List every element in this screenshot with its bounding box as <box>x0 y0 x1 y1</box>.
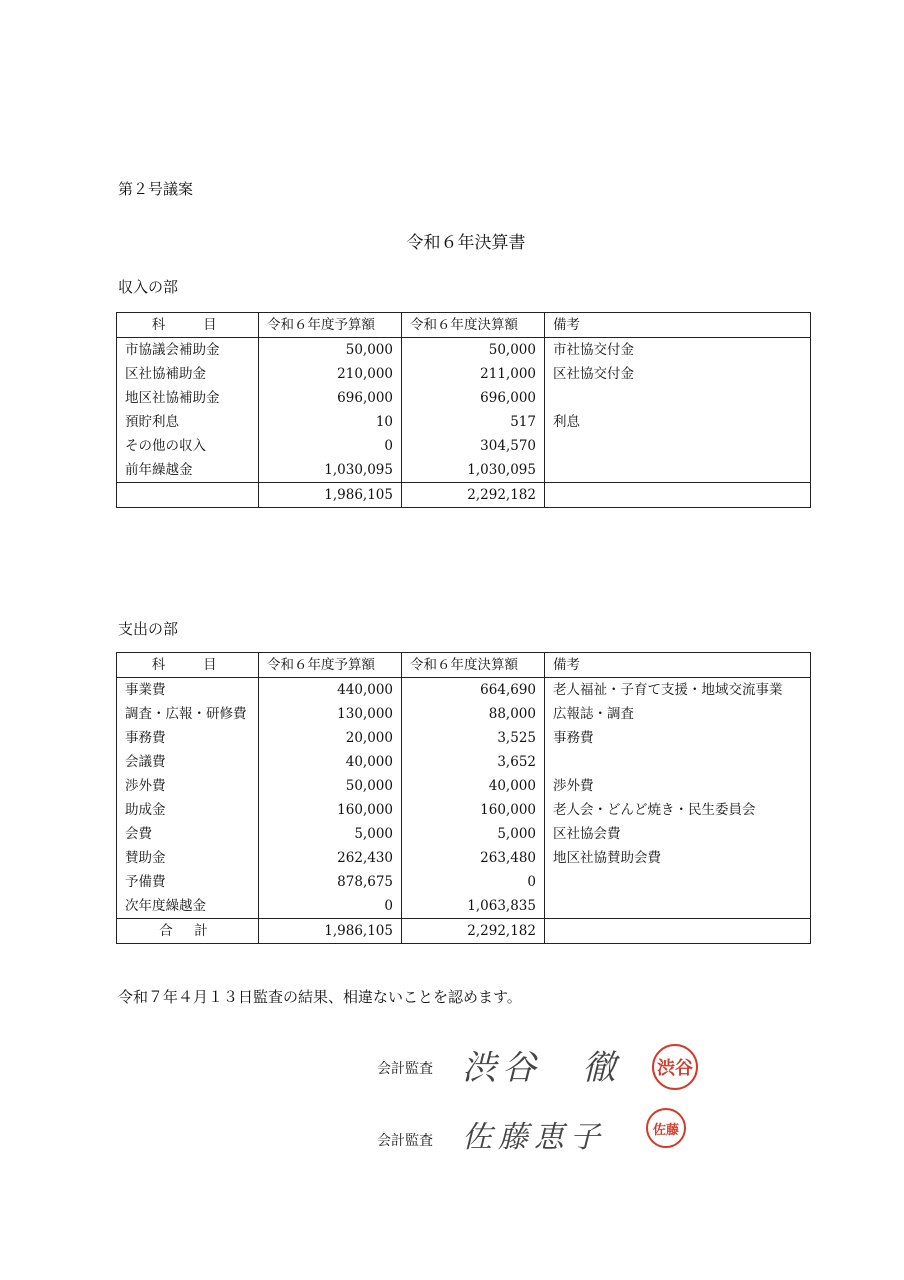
cell-note <box>545 386 811 410</box>
cell-item: 会議費 <box>117 750 259 774</box>
table-row <box>117 774 811 798</box>
cell-item: 賛助金 <box>117 846 259 870</box>
cell-actual: 3,525 <box>402 726 545 750</box>
cell-item: 渉外費 <box>117 774 259 798</box>
cell-item: 区社協補助金 <box>117 362 259 386</box>
cell-item: 助成金 <box>117 798 259 822</box>
cell-item: 調査・広報・研修費 <box>117 702 259 726</box>
total-budget: 1,986,105 <box>259 919 402 944</box>
col-header-item: 科 目 <box>117 313 259 338</box>
cell-note: 利息 <box>545 410 811 434</box>
auditor-2-signature: 佐藤恵子 <box>462 1120 606 1155</box>
cell-budget: 160,000 <box>259 798 402 822</box>
cell-item: 預貯利息 <box>117 410 259 434</box>
cell-item: 事務費 <box>117 726 259 750</box>
cell-budget: 440,000 <box>259 678 402 703</box>
income-rows <box>117 338 811 508</box>
cell-budget: 40,000 <box>259 750 402 774</box>
income-heading: 収入の部 <box>118 278 179 296</box>
table-row <box>117 846 811 870</box>
table-row <box>117 798 811 822</box>
table-row <box>117 726 811 750</box>
cell-actual: 88,000 <box>402 702 545 726</box>
col-header-note: 備考 <box>545 653 811 678</box>
auditor-1-seal <box>652 1044 698 1090</box>
cell-note: 渉外費 <box>545 774 811 798</box>
cell-actual: 0 <box>402 870 545 894</box>
cell-item: 事業費 <box>117 678 259 703</box>
table-row <box>117 386 811 410</box>
col-header-budget: 令和６年度予算額 <box>259 313 402 338</box>
expense-table <box>116 652 811 944</box>
col-header-budget: 令和６年度予算額 <box>259 653 402 678</box>
table-row <box>117 458 811 483</box>
cell-budget: 210,000 <box>259 362 402 386</box>
cell-budget: 0 <box>259 434 402 458</box>
cell-actual: 263,480 <box>402 846 545 870</box>
total-item: 合計 <box>117 919 259 944</box>
table-row <box>117 338 811 363</box>
cell-actual: 517 <box>402 410 545 434</box>
cell-budget: 0 <box>259 894 402 919</box>
cell-actual: 696,000 <box>402 386 545 410</box>
cell-item: 市協議会補助金 <box>117 338 259 363</box>
cell-budget: 696,000 <box>259 386 402 410</box>
cell-actual: 40,000 <box>402 774 545 798</box>
cell-budget: 130,000 <box>259 702 402 726</box>
seal-text: 渋谷 <box>657 1058 693 1079</box>
expense-rows <box>117 678 811 944</box>
cell-budget: 50,000 <box>259 774 402 798</box>
cell-note: 事務費 <box>545 726 811 750</box>
cell-note <box>545 870 811 894</box>
cell-item: 前年繰越金 <box>117 458 259 483</box>
cell-note: 広報誌・調査 <box>545 702 811 726</box>
table-row <box>117 822 811 846</box>
cell-note: 地区社協賛助会費 <box>545 846 811 870</box>
cell-actual: 1,063,835 <box>402 894 545 919</box>
table-row <box>117 434 811 458</box>
cell-actual: 50,000 <box>402 338 545 363</box>
cell-actual: 304,570 <box>402 434 545 458</box>
cell-note <box>545 894 811 919</box>
expense-heading: 支出の部 <box>118 620 179 638</box>
table-row <box>117 870 811 894</box>
cell-note <box>545 434 811 458</box>
total-budget: 1,986,105 <box>259 483 402 508</box>
cell-budget: 5,000 <box>259 822 402 846</box>
cell-budget: 262,430 <box>259 846 402 870</box>
table-row <box>117 750 811 774</box>
motion-number: 第２号議案 <box>118 180 194 198</box>
cell-item: その他の収入 <box>117 434 259 458</box>
auditor-2-seal <box>646 1108 686 1148</box>
cell-note: 区社協交付金 <box>545 362 811 386</box>
cell-actual: 1,030,095 <box>402 458 545 483</box>
audit-statement: 令和７年４月１３日監査の結果、相違ないことを認めます。 <box>118 988 522 1006</box>
cell-actual: 3,652 <box>402 750 545 774</box>
cell-note: 区社協会費 <box>545 822 811 846</box>
total-note <box>545 483 811 508</box>
cell-item: 予備費 <box>117 870 259 894</box>
cell-budget: 878,675 <box>259 870 402 894</box>
auditor-1-signature: 渋谷 徹 <box>462 1048 622 1088</box>
table-row <box>117 702 811 726</box>
col-header-actual: 令和６年度決算額 <box>402 313 545 338</box>
total-item <box>117 483 259 508</box>
table-row <box>117 894 811 919</box>
cell-note: 老人福祉・子育て支援・地域交流事業 <box>545 678 811 703</box>
cell-actual: 160,000 <box>402 798 545 822</box>
cell-budget: 20,000 <box>259 726 402 750</box>
total-actual: 2,292,182 <box>402 919 545 944</box>
col-header-item: 科 目 <box>117 653 259 678</box>
total-note <box>545 919 811 944</box>
page-title: 令和６年決算書 <box>406 233 526 253</box>
cell-budget: 1,030,095 <box>259 458 402 483</box>
cell-item: 会費 <box>117 822 259 846</box>
cell-actual: 664,690 <box>402 678 545 703</box>
cell-actual: 211,000 <box>402 362 545 386</box>
cell-item: 地区社協補助金 <box>117 386 259 410</box>
table-row <box>117 410 811 434</box>
table-row <box>117 678 811 703</box>
total-row <box>117 919 811 944</box>
cell-budget: 10 <box>259 410 402 434</box>
total-actual: 2,292,182 <box>402 483 545 508</box>
income-table <box>116 312 811 508</box>
col-header-note: 備考 <box>545 313 811 338</box>
seal-text: 佐藤 <box>652 1122 679 1138</box>
cell-note: 市社協交付金 <box>545 338 811 363</box>
cell-note <box>545 458 811 483</box>
cell-item: 次年度繰越金 <box>117 894 259 919</box>
total-row <box>117 483 811 508</box>
cell-note <box>545 750 811 774</box>
col-header-actual: 令和６年度決算額 <box>402 653 545 678</box>
cell-note: 老人会・どんど焼き・民生委員会 <box>545 798 811 822</box>
auditor-1-label: 会計監査 <box>377 1061 433 1077</box>
cell-budget: 50,000 <box>259 338 402 363</box>
table-row <box>117 362 811 386</box>
cell-actual: 5,000 <box>402 822 545 846</box>
auditor-2-label: 会計監査 <box>377 1133 433 1149</box>
